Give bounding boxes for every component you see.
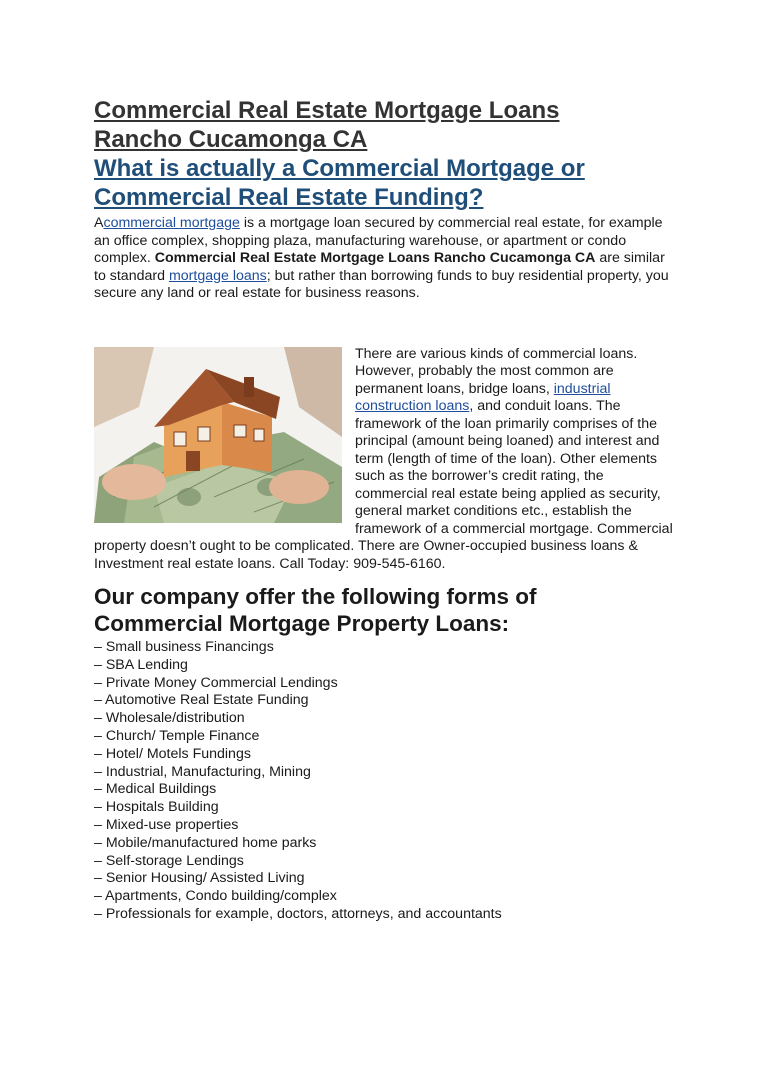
page-title bbox=[94, 96, 680, 154]
offer-heading-line-1: Our company offer the following forms of bbox=[94, 584, 537, 609]
list-item: – Self-storage Lendings bbox=[94, 852, 244, 869]
industrial-construction-loans-link[interactable]: industrial construction loans bbox=[355, 380, 611, 414]
list-item: – Wholesale/distribution bbox=[94, 710, 245, 727]
mortgage-loans-link[interactable]: mortgage loans bbox=[168, 267, 267, 284]
list-item: – Small business Financings bbox=[94, 639, 274, 655]
list-item: – Professionals for example, doctors, attorneys, and accountants bbox=[94, 905, 502, 922]
loan-types-list bbox=[94, 639, 680, 924]
house-on-money-image bbox=[94, 347, 342, 523]
list-item: – Apartments, Condo building/complex bbox=[94, 888, 337, 905]
list-item: – Automotive Real Estate Funding bbox=[94, 692, 309, 709]
document-page bbox=[94, 96, 680, 924]
list-item: – Senior Housing/ Assisted Living bbox=[94, 870, 305, 887]
list-item: – Hospitals Building bbox=[94, 799, 219, 816]
figure-text-2: , and conduit loans. The framework of the loan primarily comprises of the principal (amount being loaned) and interest and term (length of time of the loan). Other elements such as the borrower’s credit rating, the commercial real estate being applied as security, general market conditions etc., establish the framework of a commercial mortgage. Commercial property doesn’t ought to be complicated. There are Owner-occupied business loans & Investment real estate loans. Call Today: 909-545-6160. bbox=[94, 398, 673, 572]
list-item: – Medical Buildings bbox=[94, 781, 217, 798]
list-item: – Industrial, Manufacturing, Mining bbox=[94, 763, 311, 780]
figure-block bbox=[94, 346, 680, 574]
intro-text-2: are similar to standard bbox=[94, 250, 665, 284]
offer-heading bbox=[94, 583, 680, 637]
intro-prefix: A bbox=[94, 215, 104, 231]
commercial-mortgage-link[interactable]: commercial mortgage bbox=[103, 215, 240, 231]
subtitle-line-1: What is actually a Commercial Mortgage or bbox=[94, 155, 585, 182]
list-item: – Private Money Commercial Lendings bbox=[94, 674, 338, 691]
subtitle-line-2: Commercial Real Estate Funding? bbox=[94, 184, 484, 211]
intro-text-1: is a mortgage loan secured by commercial real estate, for example an office complex, shopping plaza, manufacturing warehouse, or apartment or condo complex. bbox=[94, 215, 663, 266]
list-item: – Church/ Temple Finance bbox=[94, 727, 260, 744]
title-line-1: Commercial Real Estate Mortgage Loans bbox=[94, 97, 560, 124]
list-item: – Mixed-use properties bbox=[94, 816, 239, 833]
list-item: – Mobile/manufactured home parks bbox=[94, 834, 317, 851]
intro-bold-text: Commercial Real Estate Mortgage Loans Rancho Cucamonga CA bbox=[154, 250, 596, 266]
figure-text-1: There are various kinds of commercial loans. However, probably the most common are permanent loans, bridge loans, bbox=[355, 345, 638, 397]
title-line-2: Rancho Cucamonga CA bbox=[94, 126, 368, 153]
list-item: – Hotel/ Motels Fundings bbox=[94, 745, 251, 762]
offer-heading-line-2: Commercial Mortgage Property Loans: bbox=[94, 611, 510, 636]
list-item: – SBA Lending bbox=[94, 656, 188, 673]
intro-text-3: ; but rather than borrowing funds to buy residential property, you secure any land or real estate for business reasons. bbox=[94, 267, 669, 301]
intro-paragraph bbox=[94, 215, 680, 303]
page-subtitle bbox=[94, 154, 680, 212]
